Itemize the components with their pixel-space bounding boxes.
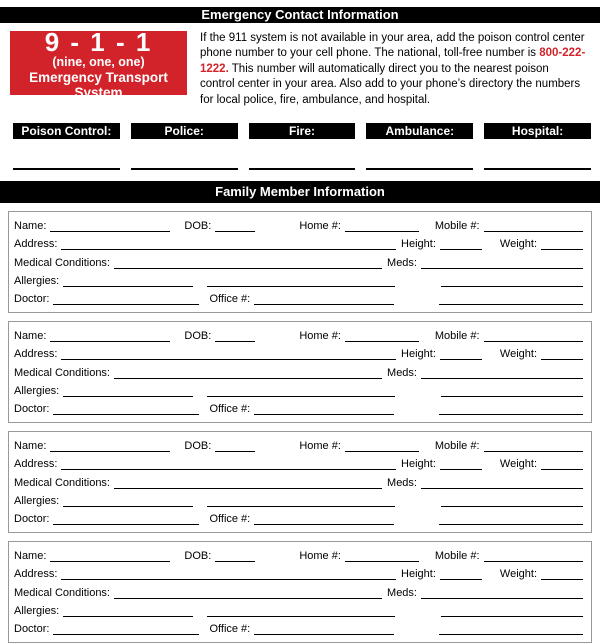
mobile-phone-label: Mobile #:: [434, 550, 480, 563]
meds-continuation-line-1: [441, 272, 583, 287]
allergies-label: Allergies:: [14, 604, 60, 617]
dob-blank-line: [215, 547, 255, 562]
instructions-text-after: This number will automatically direct you to the nearest poison control center in your area. Also add to your phone’s directory the numbers for local police, fire, ambulance, and hospital.: [200, 62, 581, 106]
mobile-phone-label: Mobile #:: [434, 220, 480, 233]
office-phone-label: Office #:: [209, 403, 251, 416]
medical-conditions-label: Medical Conditions:: [14, 366, 110, 379]
member-row-medical: [14, 584, 583, 602]
poison-control-label: Poison Control:: [13, 123, 120, 139]
weight-blank-line: [541, 455, 583, 470]
doctor-blank-line: [53, 290, 199, 305]
home-phone-blank-line: [345, 217, 419, 232]
office-phone-blank-line: [254, 400, 394, 415]
allergies-label: Allergies:: [14, 494, 60, 507]
meds-continuation-line-2: [439, 290, 583, 305]
home-phone-label: Home #:: [299, 220, 341, 233]
mobile-phone-blank-line: [484, 217, 583, 232]
office-phone-blank-line: [254, 290, 394, 305]
member-row-address: [14, 345, 583, 363]
doctor-blank-line: [53, 620, 199, 635]
ambulance-blank-line: [366, 139, 473, 170]
address-label: Address:: [14, 568, 58, 581]
allergies-continuation-line: [207, 492, 395, 507]
contact-labels-row: [13, 123, 591, 139]
member-row-medical: [14, 474, 583, 492]
911-number-words: (nine, one, one): [52, 54, 145, 69]
office-phone-blank-line: [254, 510, 394, 525]
office-phone-label: Office #:: [209, 293, 251, 306]
allergies-blank-line: [63, 382, 193, 397]
doctor-label: Doctor:: [14, 623, 50, 636]
allergies-continuation-line: [207, 382, 395, 397]
allergies-blank-line: [63, 272, 193, 287]
address-blank-line: [61, 345, 396, 360]
name-label: Name:: [14, 330, 47, 343]
poison-control-blank-line: [13, 139, 120, 170]
name-blank-line: [50, 437, 170, 452]
police-blank-line: [131, 139, 238, 170]
meds-blank-line: [421, 584, 583, 599]
member-row-address: [14, 565, 583, 583]
weight-label: Weight:: [499, 238, 537, 251]
home-phone-blank-line: [345, 327, 419, 342]
office-phone-label: Office #:: [209, 623, 251, 636]
family-member-blocks: [0, 211, 600, 643]
member-row-doctor: [14, 290, 583, 308]
height-blank-line: [440, 455, 482, 470]
medical-conditions-blank-line: [114, 584, 382, 599]
page-title: Emergency Contact Information: [201, 7, 399, 22]
meds-blank-line: [421, 364, 583, 379]
medical-conditions-blank-line: [114, 254, 382, 269]
weight-label: Weight:: [499, 568, 537, 581]
family-member-block: [8, 431, 592, 533]
911-caption: Emergency Transport System: [29, 69, 168, 100]
hospital-label: Hospital:: [484, 123, 591, 139]
height-blank-line: [440, 235, 482, 250]
height-label: Height:: [401, 238, 436, 251]
family-member-block: [8, 321, 592, 423]
dob-label: DOB:: [184, 330, 212, 343]
allergies-continuation-line: [207, 602, 395, 617]
ambulance-label: Ambulance:: [366, 123, 473, 139]
member-row-doctor: [14, 510, 583, 528]
meds-blank-line: [421, 254, 583, 269]
meds-continuation-line-2: [439, 620, 583, 635]
meds-label: Meds:: [387, 476, 417, 489]
doctor-blank-line: [53, 510, 199, 525]
mobile-phone-blank-line: [484, 327, 583, 342]
home-phone-label: Home #:: [299, 330, 341, 343]
meds-label: Meds:: [387, 366, 417, 379]
name-blank-line: [50, 217, 170, 232]
fire-label: Fire:: [249, 123, 356, 139]
meds-continuation-line-1: [441, 492, 583, 507]
family-section-title: Family Member Information: [215, 184, 385, 200]
name-blank-line: [50, 547, 170, 562]
911-emergency-box: [10, 26, 187, 100]
dob-blank-line: [215, 437, 255, 452]
member-row-name: [14, 437, 583, 455]
intro-section: [10, 26, 592, 108]
member-row-name: [14, 327, 583, 345]
home-phone-blank-line: [345, 547, 419, 562]
medical-conditions-blank-line: [114, 474, 382, 489]
medical-conditions-label: Medical Conditions:: [14, 256, 110, 269]
name-blank-line: [50, 327, 170, 342]
member-row-allergies: [14, 492, 583, 510]
address-blank-line: [61, 455, 396, 470]
address-label: Address:: [14, 348, 58, 361]
member-row-allergies: [14, 602, 583, 620]
meds-label: Meds:: [387, 586, 417, 599]
allergies-label: Allergies:: [14, 384, 60, 397]
medical-conditions-label: Medical Conditions:: [14, 586, 110, 599]
mobile-phone-blank-line: [484, 547, 583, 562]
allergies-continuation-line: [207, 272, 395, 287]
weight-blank-line: [541, 565, 583, 580]
height-blank-line: [440, 565, 482, 580]
doctor-blank-line: [53, 400, 199, 415]
dob-blank-line: [215, 327, 255, 342]
weight-label: Weight:: [499, 348, 537, 361]
doctor-label: Doctor:: [14, 403, 50, 416]
weight-label: Weight:: [499, 458, 537, 471]
emergency-contact-form-page: [0, 7, 600, 636]
member-row-address: [14, 235, 583, 253]
911-number: 9 - 1 - 1: [44, 26, 153, 57]
contact-write-in-lines: [13, 139, 591, 170]
height-label: Height:: [401, 348, 436, 361]
height-label: Height:: [401, 458, 436, 471]
police-label: Police:: [131, 123, 238, 139]
name-label: Name:: [14, 550, 47, 563]
home-phone-label: Home #:: [299, 550, 341, 563]
office-phone-blank-line: [254, 620, 394, 635]
dob-label: DOB:: [184, 550, 212, 563]
meds-continuation-line-2: [439, 510, 583, 525]
home-phone-label: Home #:: [299, 440, 341, 453]
allergies-blank-line: [63, 492, 193, 507]
medical-conditions-blank-line: [114, 364, 382, 379]
name-label: Name:: [14, 440, 47, 453]
instructions-text-before: If the 911 system is not available in your area, add the poison control center phone number to your cell phone. The national, toll-free number is: [200, 32, 585, 60]
meds-continuation-line-1: [441, 382, 583, 397]
member-row-doctor: [14, 400, 583, 418]
dob-blank-line: [215, 217, 255, 232]
address-label: Address:: [14, 238, 58, 251]
home-phone-blank-line: [345, 437, 419, 452]
family-member-block: [8, 211, 592, 313]
dob-label: DOB:: [184, 220, 212, 233]
member-row-name: [14, 217, 583, 235]
member-row-address: [14, 455, 583, 473]
meds-blank-line: [421, 474, 583, 489]
dob-label: DOB:: [184, 440, 212, 453]
member-row-doctor: [14, 620, 583, 638]
medical-conditions-label: Medical Conditions:: [14, 476, 110, 489]
weight-blank-line: [541, 235, 583, 250]
height-label: Height:: [401, 568, 436, 581]
member-row-name: [14, 547, 583, 565]
meds-continuation-line-2: [439, 400, 583, 415]
poison-control-phone-number: 800-222-1222.: [200, 47, 586, 75]
mobile-phone-label: Mobile #:: [434, 330, 480, 343]
weight-blank-line: [541, 345, 583, 360]
family-member-block: [8, 541, 592, 643]
member-row-medical: [14, 254, 583, 272]
doctor-label: Doctor:: [14, 513, 50, 526]
meds-continuation-line-1: [441, 602, 583, 617]
member-row-allergies: [14, 382, 583, 400]
mobile-phone-blank-line: [484, 437, 583, 452]
hospital-blank-line: [484, 139, 591, 170]
member-row-medical: [14, 364, 583, 382]
office-phone-label: Office #:: [209, 513, 251, 526]
allergies-label: Allergies:: [14, 274, 60, 287]
mobile-phone-label: Mobile #:: [434, 440, 480, 453]
instructions-paragraph: [200, 31, 586, 108]
address-blank-line: [61, 565, 396, 580]
meds-label: Meds:: [387, 256, 417, 269]
page-title-bar: [0, 7, 600, 23]
name-label: Name:: [14, 220, 47, 233]
address-blank-line: [61, 235, 396, 250]
height-blank-line: [440, 345, 482, 360]
doctor-label: Doctor:: [14, 293, 50, 306]
family-section-title-bar: [0, 181, 600, 203]
allergies-blank-line: [63, 602, 193, 617]
fire-blank-line: [249, 139, 356, 170]
member-row-allergies: [14, 272, 583, 290]
address-label: Address:: [14, 458, 58, 471]
